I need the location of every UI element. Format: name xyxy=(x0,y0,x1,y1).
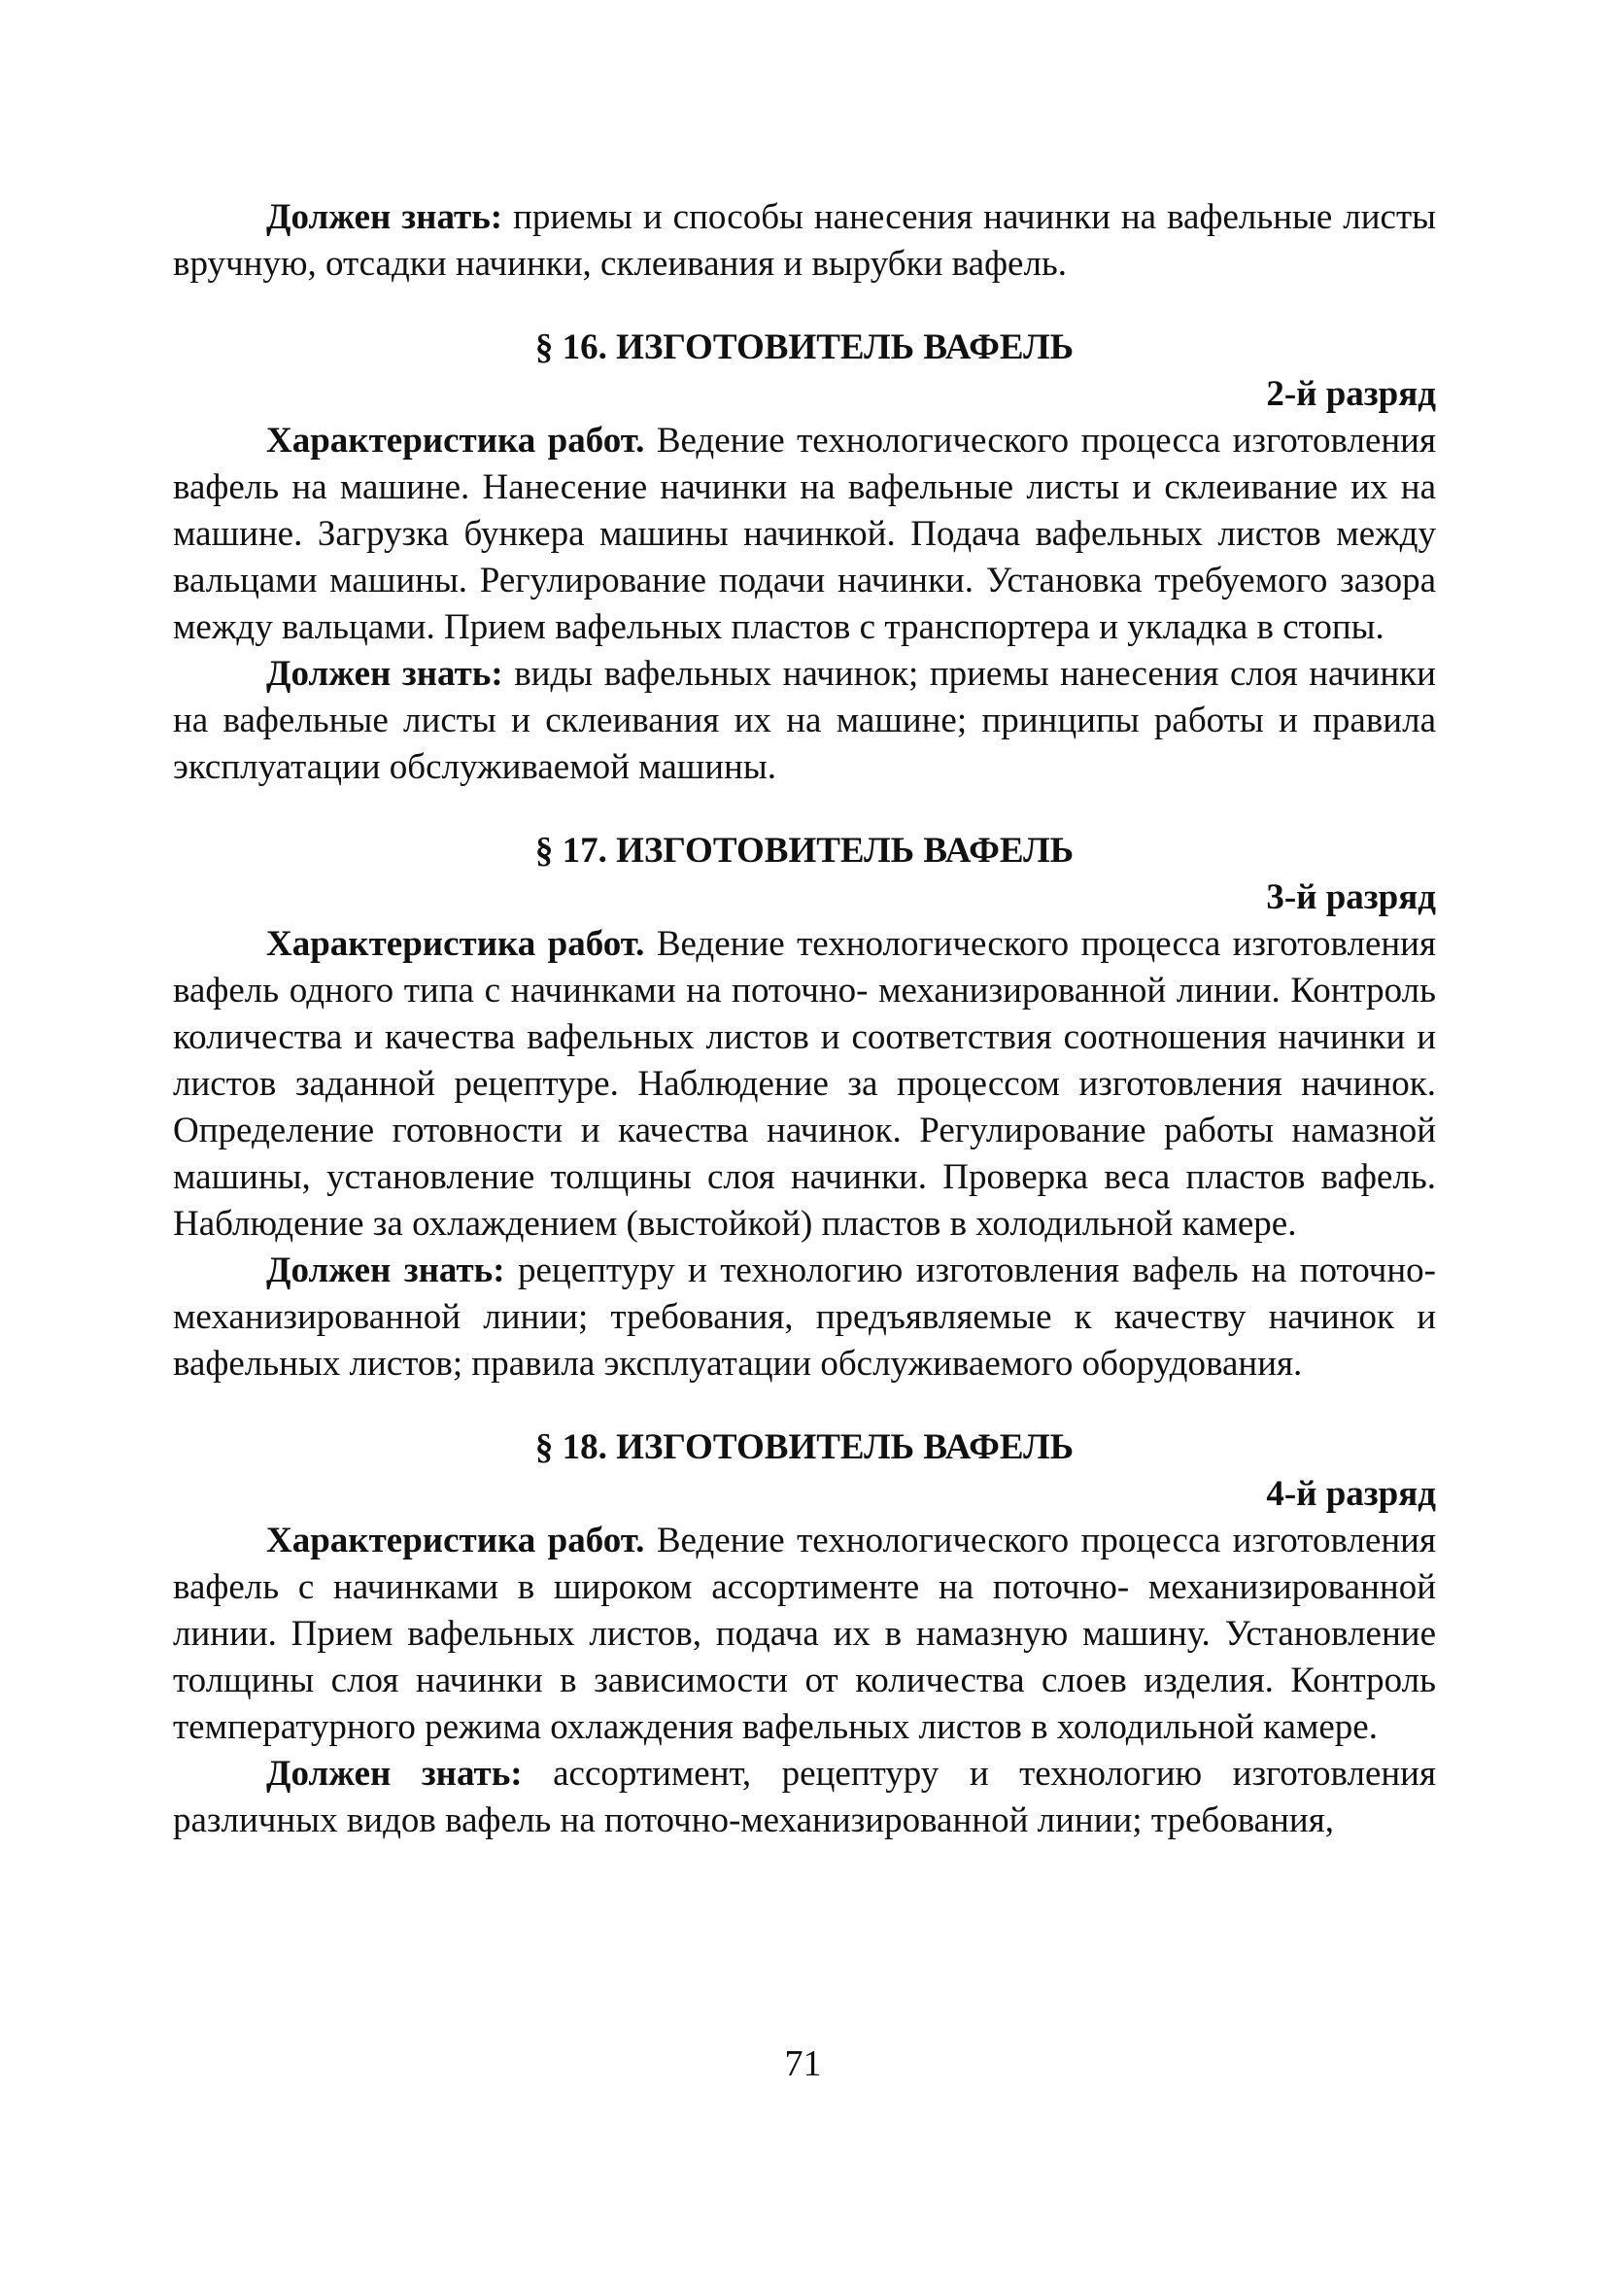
knowledge-text: виды вафельных начинок; приемы нанесения слоя начинки на вафельные листы и склеивания их на машине; принципы работы и правила эксплуатации обслуживаемой машины. xyxy=(173,654,1436,787)
section-title: § 17. ИЗГОТОВИТЕЛЬ ВАФЕЛЬ xyxy=(534,831,1075,871)
knowledge-text: ассортимент, рецептуру и технологию изготовления различных видов вафель на поточно-механизированной линии; требования, xyxy=(173,1754,1436,1840)
characteristics-text: Ведение технологического процесса изготовления вафель с начинками в широком ассортименте на поточно- механизированной линии. Прием вафельных листов, подача их в намазную машину. Установление толщины слоя начинки в зависимости от количества слоев изделия. Контроль температурного режима охлаждения вафельных листов в холодильной камере. xyxy=(173,1521,1436,1747)
section-title: § 18. ИЗГОТОВИТЕЛЬ ВАФЕЛЬ xyxy=(534,1427,1075,1467)
page-body xyxy=(173,194,1436,1844)
intro-text: приемы и способы нанесения начинки на вафельные листы вручную, отсадки начинки, склеивания и вырубки вафель. xyxy=(173,197,1436,284)
section-17 xyxy=(173,814,1436,1388)
characteristics-lead: Характеристика работ. xyxy=(266,1521,645,1560)
characteristics-lead: Характеристика работ. xyxy=(266,421,645,461)
grade-label: 3-й разряд xyxy=(1266,877,1436,917)
knowledge-paragraph xyxy=(173,651,1436,791)
knowledge-lead: Должен знать: xyxy=(266,1754,523,1794)
characteristics-paragraph xyxy=(173,921,1436,1248)
knowledge-paragraph xyxy=(173,1751,1436,1844)
section-title: § 16. ИЗГОТОВИТЕЛЬ ВАФЕЛЬ xyxy=(534,327,1075,367)
knowledge-paragraph xyxy=(173,1248,1436,1388)
characteristics-paragraph xyxy=(173,418,1436,651)
page-number: 71 xyxy=(784,2043,822,2084)
grade-label: 2-й разряд xyxy=(1266,374,1436,414)
knowledge-lead: Должен знать: xyxy=(266,654,503,694)
section-18 xyxy=(173,1411,1436,1844)
knowledge-text: рецептуру и технологию изготовления вафель на поточно-механизированной линии; требования, предъявляемые к качеству начинок и вафельных листов; правила эксплуатации обслуживаемого оборудования. xyxy=(173,1251,1436,1384)
characteristics-text: Ведение технологического процесса изготовления вафель одного типа с начинками на поточно- механизированной линии. Контроль количества и качества вафельных листов и соответствия соотношения начинки и листов заданной рецептуре. Наблюдение за процессом изготовления начинок. Определение готовности и качества начинок. Регулирование работы намазной машины, установление толщины слоя начинки. Проверка веса пластов вафель. Наблюдение за охлаждением (выстойкой) пластов в холодильной камере. xyxy=(173,924,1436,1244)
characteristics-text: Ведение технологического процесса изготовления вафель на машине. Нанесение начинки на вафельные листы и склеивание их на машине. Загрузка бункера машины начинкой. Подача вафельных листов между вальцами машины. Регулирование подачи начинки. Установка требуемого зазора между вальцами. Прием вафельных пластов с транспортера и укладка в стопы. xyxy=(173,421,1436,647)
grade-label: 4-й разряд xyxy=(1266,1474,1436,1514)
characteristics-lead: Характеристика работ. xyxy=(266,924,645,964)
section-16 xyxy=(173,311,1436,791)
characteristics-paragraph xyxy=(173,1518,1436,1751)
intro-lead: Должен знать: xyxy=(266,197,503,237)
intro-paragraph xyxy=(173,194,1436,288)
knowledge-lead: Должен знать: xyxy=(266,1251,505,1290)
